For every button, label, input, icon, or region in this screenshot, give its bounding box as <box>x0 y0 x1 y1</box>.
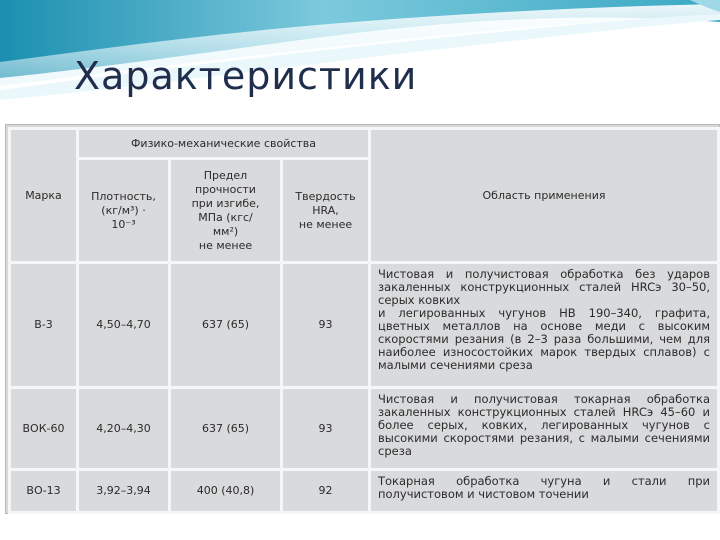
properties-table-frame <box>5 124 720 514</box>
row-density: 3,92–3,94 <box>78 470 170 513</box>
row-density: 4,50–4,70 <box>78 263 170 388</box>
row-application-text-1: Чистовая и получистовая обработка без ударов закаленных конструкционных сталей HRCэ 30–50, серых ковких <box>378 267 710 307</box>
header-bending-strength <box>170 159 282 263</box>
slide-title: Характеристики <box>74 54 418 98</box>
row-application-text-1: Токарная обработка чугуна и стали при получистовом и чистовом точении <box>378 474 710 501</box>
properties-table <box>8 127 720 514</box>
header-strength-line1: Предел <box>203 168 248 182</box>
header-density <box>78 159 170 263</box>
header-density-line3: 10⁻³ <box>111 217 136 231</box>
row-strength: 637 (65) <box>170 263 282 388</box>
header-strength-line4: МПа (кгс/ <box>198 210 253 224</box>
row-application <box>370 388 719 470</box>
row-density: 4,20–4,30 <box>78 388 170 470</box>
row-brand: В-3 <box>10 263 78 388</box>
row-application-text-1: Чистовая и получистовая токарная обработка закаленных конструкционных сталей HRCэ 45–60 и более серых, ковких, легированных чугунов с высокими скоростями резания, с малыми сечениями среза <box>378 392 710 458</box>
header-strength-line5: мм²) <box>212 224 239 238</box>
header-strength-line6: не менее <box>198 238 253 252</box>
table-row <box>10 263 719 388</box>
table-row <box>10 470 719 513</box>
header-strength-line2: прочности <box>195 182 256 196</box>
row-strength: 637 (65) <box>170 388 282 470</box>
header-hardness-line2: HRA, <box>312 203 339 217</box>
header-hardness <box>282 159 370 263</box>
header-application-area: Область применения <box>370 129 719 263</box>
header-density-line2: (кг/м³) · <box>101 203 146 217</box>
row-application <box>370 470 719 513</box>
row-application <box>370 263 719 388</box>
header-brand: Марка <box>10 129 78 263</box>
row-strength: 400 (40,8) <box>170 470 282 513</box>
row-application-text-2: и легированных чугунов НВ 190–340, графита, цветных металлов на основе меди с высоким скоростями резания (в 2–3 раза большими, чем для наиболее износостойких марок твердых сплавов) с малыми сечениями среза <box>378 306 710 372</box>
header-hardness-line1: Твердость <box>295 189 356 203</box>
row-hardness: 92 <box>282 470 370 513</box>
table-row <box>10 388 719 470</box>
row-brand: ВОК-60 <box>10 388 78 470</box>
row-hardness: 93 <box>282 263 370 388</box>
row-brand: ВО-13 <box>10 470 78 513</box>
row-hardness: 93 <box>282 388 370 470</box>
header-density-line1: Плотность, <box>91 189 156 203</box>
header-hardness-line3: не менее <box>298 217 353 231</box>
header-strength-line3: при изгибе, <box>191 196 260 210</box>
header-physical-mechanical-properties: Физико-механические свойства <box>78 129 370 159</box>
